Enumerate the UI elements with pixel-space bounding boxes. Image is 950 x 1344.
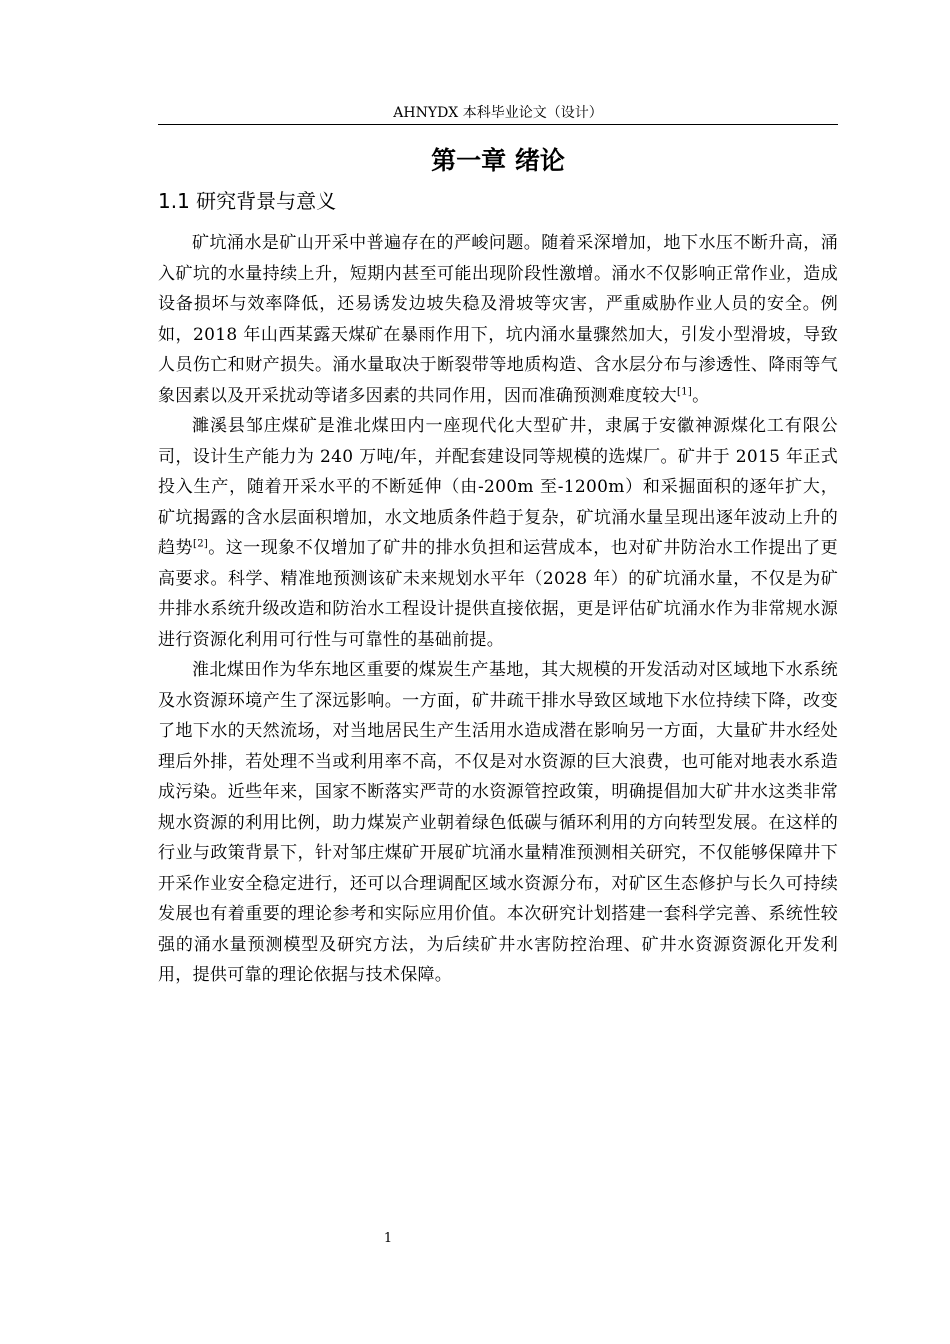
paragraph-tail: 。 — [692, 385, 710, 406]
paragraph-3 — [158, 655, 838, 991]
paragraph-text: 濉溪县邹庄煤矿是淮北煤田内一座现代化大型矿井，隶属于安徽神源煤化工有限公司，设计生产能力为 240 万吨/年，并配套建设同等规模的选煤厂。矿井于 2015 年正式投入生产，随着开采水平的不断延伸（由-200m 至-1200m）和采掘面积的逐年扩大，矿坑揭露的含水层面积增加，水文地质条件趋于复杂，矿坑涌水量呈现出逐年波动上升的趋势 — [158, 416, 838, 558]
body-text — [158, 228, 838, 991]
citation-2[interactable]: [2] — [193, 538, 209, 550]
section-title: 1.1 研究背景与意义 — [158, 189, 337, 213]
running-header: AHNYDX 本科毕业论文（设计） — [393, 105, 603, 121]
chapter-title: 第一章 绪论 — [431, 146, 565, 175]
paragraph-text: 淮北煤田作为华东地区重要的煤炭生产基地，其大规模的开发活动对区域地下水系统及水资源环境产生了深远影响。一方面，矿井疏干排水导致区域地下水位持续下降，改变了地下水的天然流场，对当地居民生产生活用水造成潜在影响另一方面，大量矿井水经处理后外排，若处理不当或利用率不高，不仅是对水资源的巨大浪费，也可能对地表水系造成污染。近些年来，国家不断落实严苛的水资源管控政策，明确提倡加大矿井水这类非常规水资源的利用比例，助力煤炭产业朝着绿色低碳与循环利用的方向转型发展。在这样的行业与政策背景下，针对邹庄煤矿开展矿坑涌水量精准预测相关研究，不仅能够保障井下开采作业安全稳定进行，还可以合理调配区域水资源分布，对矿区生态修护与长久可持续发展也有着重要的理论参考和实际应用价值。本次研究计划搭建一套科学完善、系统性较强的涌水量预测模型及研究方法，为后续矿井水害防控治理、矿井水资源资源化开发利用，提供可靠的理论依据与技术保障。 — [158, 660, 838, 985]
header-rule — [158, 124, 838, 125]
citation-1[interactable]: [1] — [677, 385, 693, 397]
paragraph-text: 矿坑涌水是矿山开采中普遍存在的严峻问题。随着采深增加，地下水压不断升高，涌入矿坑的水量持续上升，短期内甚至可能出现阶段性激增。涌水不仅影响正常作业，造成设备损坏与效率降低，还易诱发边坡失稳及滑坡等灾害，严重威胁作业人员的安全。例如，2018 年山西某露天煤矿在暴雨作用下，坑内涌水量骤然加大，引发小型滑坡，导致人员伤亡和财产损失。涌水量取决于断裂带等地质构造、含水层分布与渗透性、降雨等气象因素以及开采扰动等诸多因素的共同作用，因而准确预测难度较大 — [158, 233, 838, 406]
page-number: 1 — [383, 1231, 393, 1246]
paragraph-1 — [158, 228, 838, 411]
paragraph-2 — [158, 411, 838, 655]
paragraph-tail: 。这一现象不仅增加了矿井的排水负担和运营成本，也对矿井防治水工作提出了更高要求。科学、精准地预测该矿未来规划水平年（2028 年）的矿坑涌水量，不仅是为矿井排水系统升级改造和防治水工程设计提供直接依据，更是评估矿坑涌水作为非常规水源进行资源化利用可行性与可靠性的基础前提。 — [158, 538, 838, 650]
